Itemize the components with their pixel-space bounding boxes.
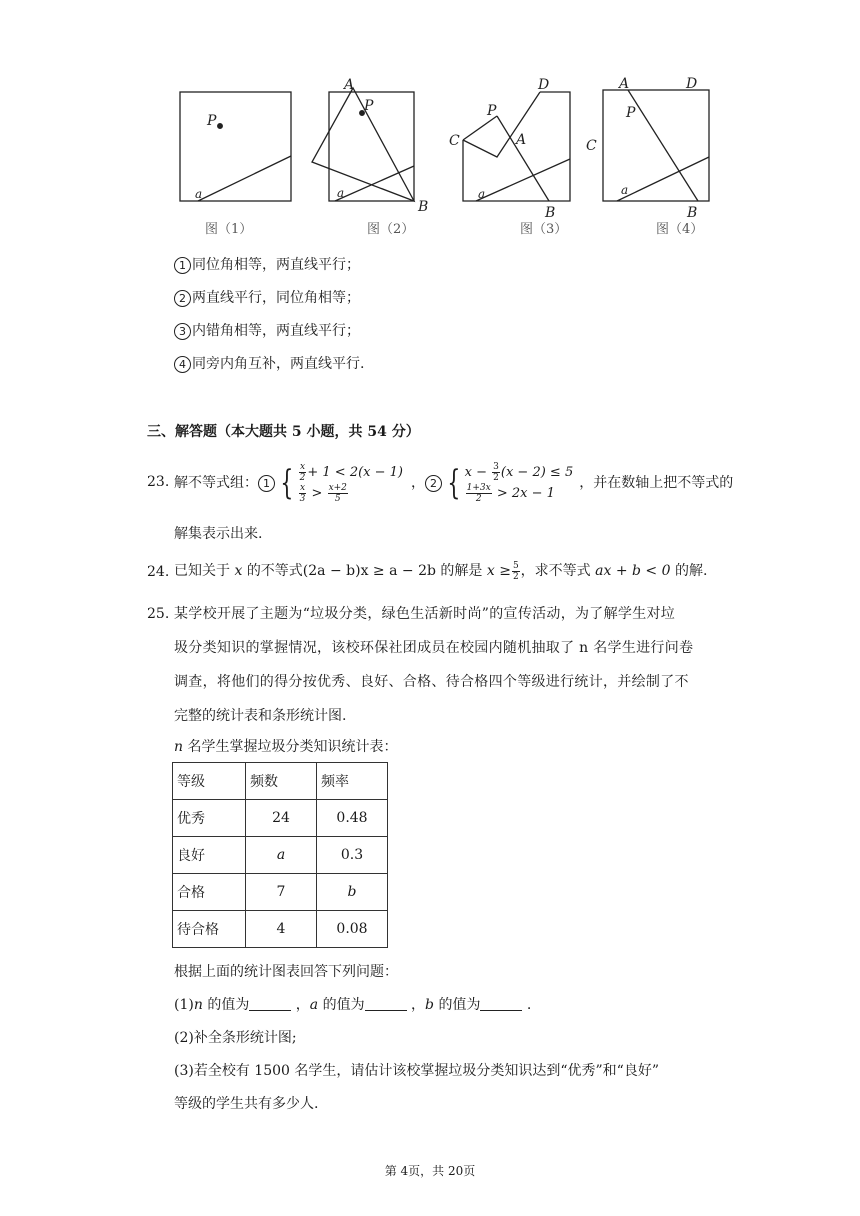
fig1-label-a: a bbox=[195, 187, 203, 201]
option-1-number: 1 bbox=[174, 257, 191, 274]
q23-sys2-number: 2 bbox=[425, 475, 442, 492]
header-level: 等级 bbox=[173, 763, 246, 800]
fig1-caption: 图（1） bbox=[205, 222, 253, 237]
answer-blank-a[interactable] bbox=[365, 996, 407, 1011]
answer-blank-n[interactable] bbox=[249, 996, 291, 1011]
fig4-label-D: D bbox=[686, 76, 698, 92]
fig1-label-P: P bbox=[207, 113, 217, 129]
table-header-row bbox=[173, 763, 388, 800]
geometry-figures bbox=[0, 70, 860, 245]
option-4-text: 同旁内角互补，两直线平行. bbox=[192, 356, 365, 372]
fig2-label-A: A bbox=[344, 77, 355, 93]
fig4-label-a: a bbox=[621, 183, 629, 197]
option-2 bbox=[174, 288, 360, 308]
table-row: 优秀 24 0.48 bbox=[173, 800, 388, 837]
stats-table bbox=[172, 762, 388, 948]
table-title: n 名学生掌握垃圾分类知识统计表： bbox=[174, 739, 398, 755]
table-row: 合格 7 b bbox=[173, 874, 388, 911]
fig4-label-B: B bbox=[687, 205, 698, 221]
header-rate: 频率 bbox=[317, 763, 388, 800]
q23-system-2: x − $\frac{3}{2}$ (x − 2) ≤ 5 $\frac{1+3x}{2}$ > 2x − 1 bbox=[464, 462, 574, 504]
table-row: 待合格 4 0.08 bbox=[173, 911, 388, 948]
fig3-label-D: D bbox=[538, 77, 550, 93]
option-4 bbox=[174, 354, 364, 374]
fig4-label-C: C bbox=[586, 138, 597, 154]
q23-line1: 解不等式组： 1 { $\frac{x}{2}$ + 1 < 2(x − 1) $\frac{x}{3}$ > $\frac{x+2}{5}$ ， 2 { x − $\frac{3}{2}$ (x − 2) ≤ 5 $\frac{1+3x}{2}$ > 2x − 1 ，并在数轴上把不等式的 bbox=[174, 462, 734, 504]
fig2-label-P: P bbox=[364, 98, 374, 114]
q24-number: 24. bbox=[147, 564, 170, 580]
page-footer: 第 4页，共 20页 bbox=[384, 1164, 476, 1178]
q25-part-1: (1)n 的值为 ，a 的值为 ，b 的值为 . bbox=[174, 997, 532, 1013]
option-3-number: 3 bbox=[174, 323, 191, 340]
q23-line2: 解集表示出来. bbox=[174, 526, 263, 542]
q23-lead: 解不等式组： bbox=[174, 475, 258, 491]
answer-blank-b[interactable] bbox=[480, 996, 522, 1011]
figure-4 bbox=[603, 90, 709, 201]
fig3-label-P: P bbox=[487, 103, 497, 119]
q25-prompt: 根据上面的统计图表回答下列问题： bbox=[174, 964, 398, 980]
q25-line-2: 圾分类知识的掌握情况，该校环保社团成员在校园内随机抽取了 n 名学生进行问卷 bbox=[174, 640, 694, 656]
fig3-caption: 图（3） bbox=[520, 222, 568, 237]
figure-1 bbox=[180, 92, 291, 201]
fig2-caption: 图（2） bbox=[367, 222, 415, 237]
q25-line-3: 调查，将他们的得分按优秀、良好、合格、待合格四个等级进行统计，并绘制了不 bbox=[174, 674, 689, 690]
q25-line-1: 某学校开展了主题为“垃圾分类，绿色生活新时尚”的宣传活动，为了解学生对垃 bbox=[174, 606, 676, 622]
option-1 bbox=[174, 255, 360, 275]
q25-line-4: 完整的统计表和条形统计图. bbox=[174, 708, 347, 724]
q25-number: 25. bbox=[147, 606, 170, 622]
figure-2 bbox=[312, 88, 414, 201]
q25-part-3: (3)若全校有 1500 名学生，请估计该校掌握垃圾分类知识达到“优秀”和“良好” bbox=[174, 1063, 659, 1079]
fig3-label-B: B bbox=[545, 205, 556, 221]
section-title: 三、解答题（本大题共 5 小题，共 54 分） bbox=[147, 424, 420, 440]
q23-system-1: $\frac{x}{2}$ + 1 < 2(x − 1) $\frac{x}{3}$ > $\frac{x+2}{5}$ bbox=[299, 462, 404, 504]
q23-sys1-number: 1 bbox=[258, 475, 275, 492]
fig3-label-a: a bbox=[478, 187, 486, 201]
fig2-label-B: B bbox=[418, 199, 429, 215]
option-2-number: 2 bbox=[174, 290, 191, 307]
fig3-label-C: C bbox=[449, 133, 460, 149]
fig4-label-A: A bbox=[619, 76, 630, 92]
q23-tail: ，并在数轴上把不等式的 bbox=[579, 475, 734, 491]
q25-part-3-cont: 等级的学生共有多少人. bbox=[174, 1096, 319, 1112]
q24-text: 已知关于 x 的不等式(2a − b)x ≥ a − 2b 的解是 x ≥ $\frac{5}{2}$ ，求不等式 ax + b < 0 的解. bbox=[174, 560, 708, 582]
table-row: 良好 a 0.3 bbox=[173, 837, 388, 874]
fig4-label-P: P bbox=[626, 105, 636, 121]
option-1-text: 同位角相等，两直线平行； bbox=[192, 257, 360, 273]
header-frequency: 频数 bbox=[246, 763, 317, 800]
option-3-text: 内错角相等，两直线平行； bbox=[192, 323, 360, 339]
q25-part-2: (2)补全条形统计图; bbox=[174, 1030, 297, 1046]
fig2-label-a: a bbox=[337, 186, 345, 200]
q23-sep: ， bbox=[411, 475, 426, 491]
option-3 bbox=[174, 321, 360, 341]
q23-number: 23. bbox=[147, 474, 170, 490]
fig3-label-A: A bbox=[516, 132, 527, 148]
fig4-caption: 图（4） bbox=[656, 222, 704, 237]
option-4-number: 4 bbox=[174, 356, 191, 373]
option-2-text: 两直线平行，同位角相等； bbox=[192, 290, 360, 306]
